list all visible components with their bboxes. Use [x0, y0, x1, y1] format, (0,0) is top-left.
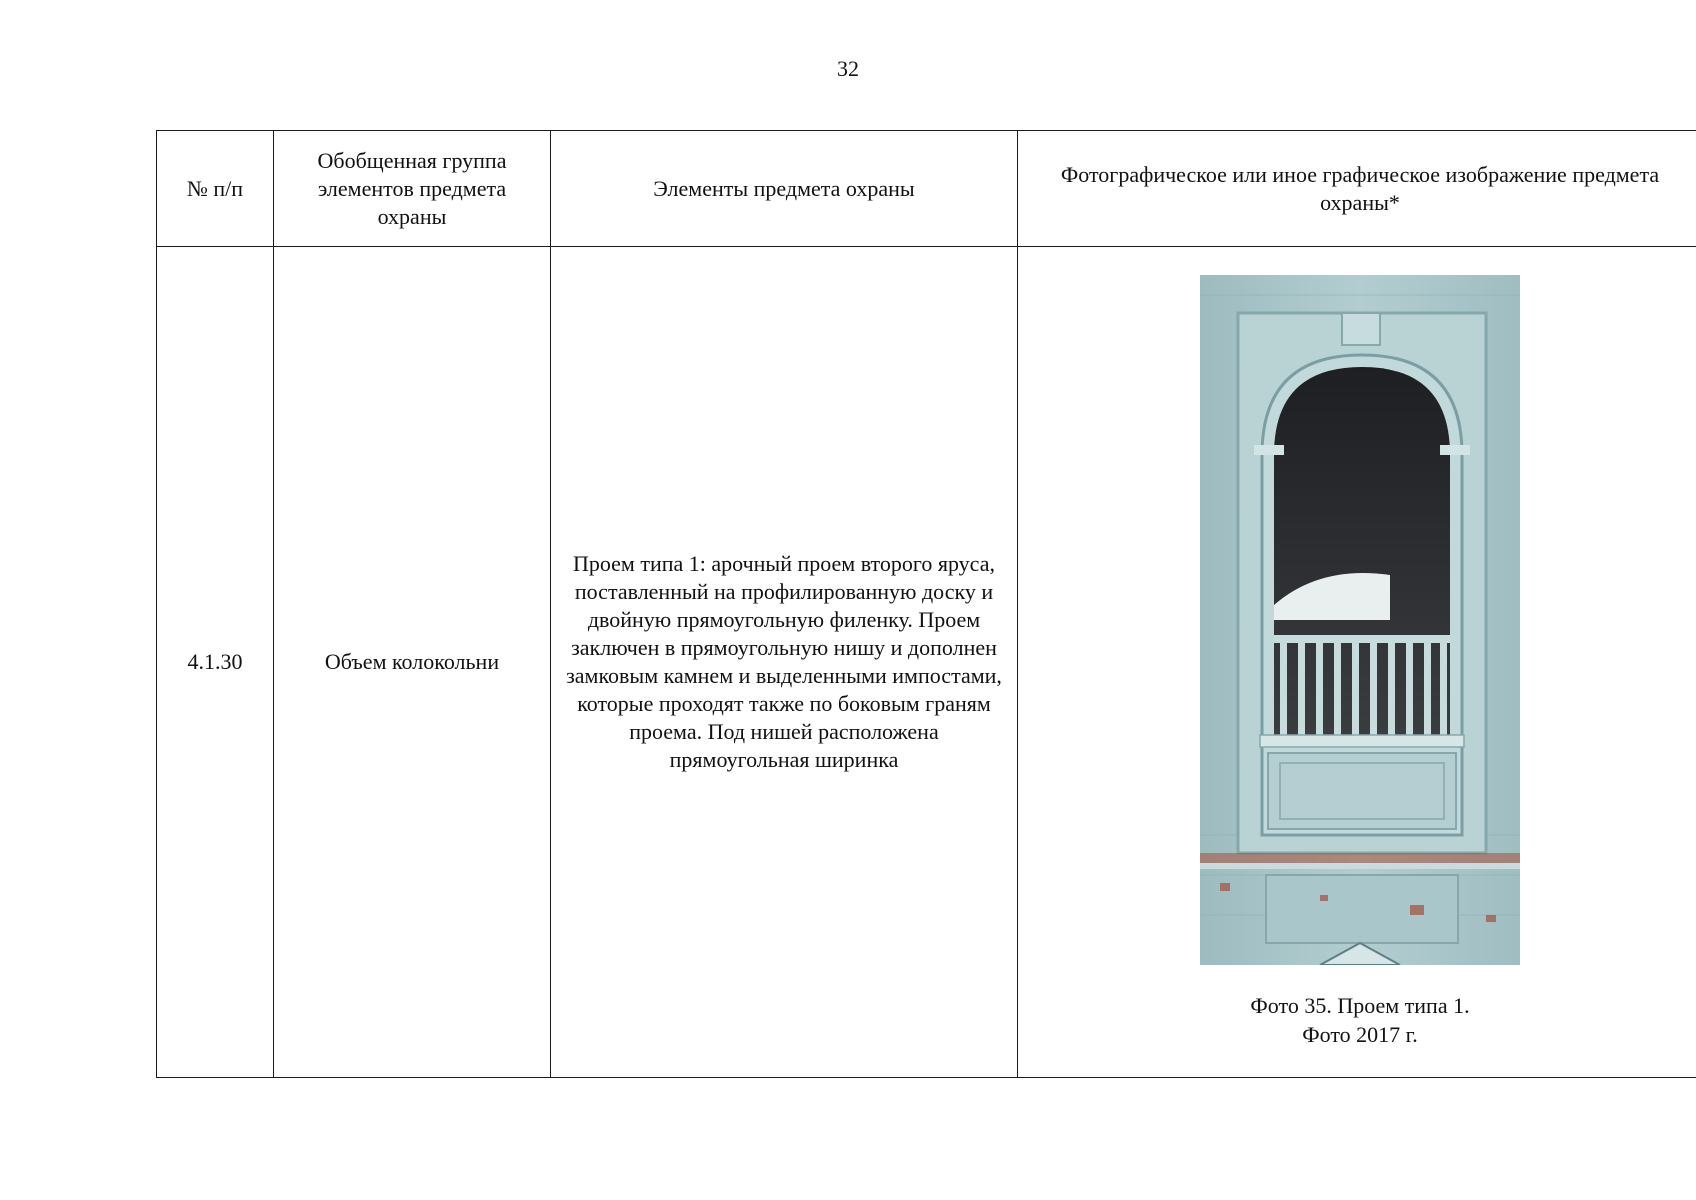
header-group: Обобщенная группа элементов предмета охраны	[274, 131, 551, 247]
belfry-opening-photo	[1200, 275, 1520, 965]
page-number: 32	[837, 56, 859, 81]
row-num: 4.1.30	[157, 247, 274, 1078]
row-group: Объем колокольни	[274, 247, 551, 1078]
header-image: Фотографическое или иное графическое изображение предмета охраны*	[1018, 131, 1696, 247]
table-row	[157, 247, 1696, 1078]
photo-caption	[1028, 991, 1692, 1049]
table-header-row	[157, 131, 1696, 247]
protection-table	[156, 130, 1696, 1078]
header-num: № п/п	[157, 131, 274, 247]
row-elements: Проем типа 1: арочный проем второго яруса, поставленный на профилированную доску и двойную прямоугольную филенку. Проем заключен в прямоугольную нишу и дополнен замковым камнем и выделенными импостами, которые проходят также по боковым граням проема. Под нишей расположена прямоугольная ширинка	[551, 247, 1018, 1078]
header-elements: Элементы предмета охраны	[551, 131, 1018, 247]
caption-line-2: Фото 2017 г.	[1302, 1022, 1418, 1047]
caption-line-1: Фото 35. Проем типа 1.	[1250, 993, 1470, 1018]
row-image-cell	[1018, 247, 1696, 1078]
